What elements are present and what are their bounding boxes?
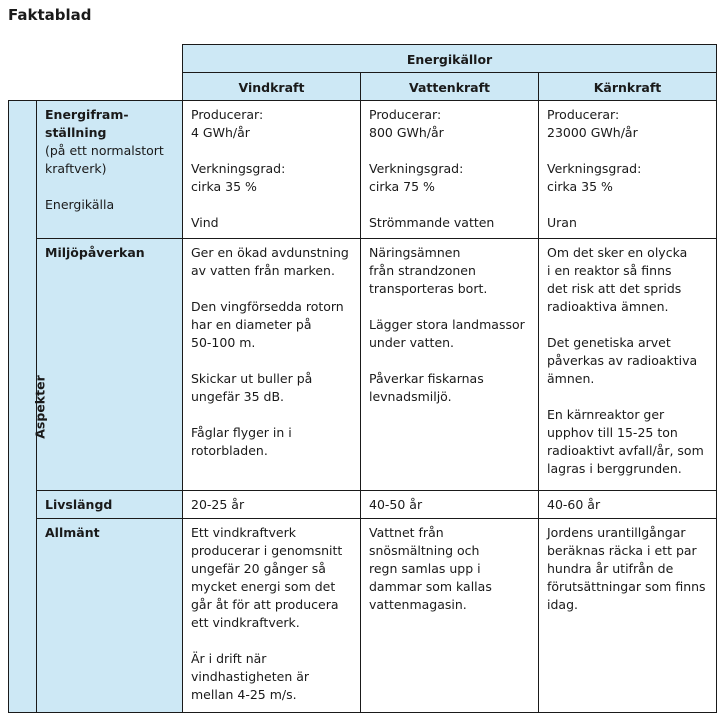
cell-wind-energy — [183, 101, 361, 239]
efficiency-value: cirka 75 % — [369, 179, 435, 194]
paragraph-line: regn samlas upp i — [369, 561, 481, 576]
paragraph-line: 50-100 m. — [191, 335, 256, 350]
paragraph-line: ämnen. — [547, 371, 595, 386]
aspect-environment: Miljöpåverkan — [37, 239, 183, 491]
paragraph-line: påverkas av radioaktiva — [547, 353, 698, 368]
paragraph-line: vattenmagasin. — [369, 597, 467, 612]
cell-nuclear-general — [539, 519, 717, 713]
efficiency-label: Verkningsgrad: — [191, 161, 286, 176]
paragraph-line: transporteras bort. — [369, 281, 488, 296]
energy-source-value: Vind — [191, 215, 219, 230]
aspect-general: Allmänt — [37, 519, 183, 713]
paragraph-line: av vatten från marken. — [191, 263, 335, 278]
efficiency-value: cirka 35 % — [191, 179, 257, 194]
paragraph-line: Vattnet från — [369, 525, 444, 540]
paragraph-line: går åt för att producera — [191, 597, 339, 612]
paragraph-line: Det genetiska arvet — [547, 335, 671, 350]
paragraph-line: mellan 4-25 m/s. — [191, 687, 297, 702]
aspect-lifetime: Livslängd — [37, 491, 183, 519]
paragraph-line: mycket energi som det — [191, 579, 336, 594]
paragraph-line: lagras i berggrunden. — [547, 461, 682, 476]
production-label: Producerar: — [547, 107, 620, 122]
header-nuclear: Kärnkraft — [539, 73, 717, 101]
paragraph-line: Skickar ut buller på — [191, 371, 313, 386]
paragraph-line: under vatten. — [369, 335, 455, 350]
empty-corner — [9, 45, 183, 73]
energy-source-value: Strömmande vatten — [369, 215, 495, 230]
cell-water-environment — [361, 239, 539, 491]
cell-nuclear-energy — [539, 101, 717, 239]
paragraph-line: idag. — [547, 597, 578, 612]
paragraph-line: snösmältning och — [369, 543, 480, 558]
paragraph-line: Ett vindkraftverk — [191, 525, 296, 540]
cell-nuclear-environment — [539, 239, 717, 491]
paragraph-line: Lägger stora landmassor — [369, 317, 525, 332]
paragraph-line: i en reaktor så finns — [547, 263, 672, 278]
cell-water-lifetime: 40-50 år — [361, 491, 539, 519]
header-energy-sources: Energikällor — [183, 45, 717, 73]
paragraph-line: hundra år utifrån de — [547, 561, 674, 576]
paragraph-line: Påverkar fiskarnas — [369, 371, 484, 386]
cell-wind-general — [183, 519, 361, 713]
paragraph-line: rotorbladen. — [191, 443, 268, 458]
paragraph-line: ett vindkraftverk. — [191, 615, 300, 630]
paragraph-line: det risk att det sprids — [547, 281, 682, 296]
paragraph-line: producerar i genomsnitt — [191, 543, 343, 558]
aspect-title-line: ställning — [45, 125, 107, 140]
paragraph-line: beräknas räcka i ett par — [547, 543, 697, 558]
production-label: Producerar: — [191, 107, 264, 122]
paragraph-line: En kärnreaktor ger — [547, 407, 665, 422]
paragraph-line: har en diameter på — [191, 317, 312, 332]
cell-wind-lifetime: 20-25 år — [183, 491, 361, 519]
paragraph-line: dammar som kallas — [369, 579, 492, 594]
paragraph-line: radioaktiva ämnen. — [547, 299, 669, 314]
empty-corner-2 — [9, 73, 183, 101]
aspect-title-line: Energifram- — [45, 107, 129, 122]
paragraph-line: Fåglar flyger in i — [191, 425, 292, 440]
production-value: 23000 GWh/år — [547, 125, 638, 140]
efficiency-label: Verkningsgrad: — [369, 161, 464, 176]
paragraph-line: ungefär 35 dB. — [191, 389, 285, 404]
efficiency-value: cirka 35 % — [547, 179, 613, 194]
cell-water-energy — [361, 101, 539, 239]
paragraph-line: Är i drift när — [191, 651, 267, 666]
aspects-side-label — [9, 101, 48, 713]
aspect-source-label: Energikälla — [45, 197, 115, 212]
page-title: Faktablad — [8, 6, 92, 24]
paragraph-line: från strandzonen — [369, 263, 476, 278]
paragraph-line: radioaktivt avfall/år, som — [547, 443, 704, 458]
paragraph-line: ungefär 20 gånger så — [191, 561, 326, 576]
paragraph-line: Jordens urantillgångar — [547, 525, 686, 540]
efficiency-label: Verkningsgrad: — [547, 161, 642, 176]
cell-water-general — [361, 519, 539, 713]
cell-wind-environment — [183, 239, 361, 491]
paragraph-line: Om det sker en olycka — [547, 245, 688, 260]
header-water: Vattenkraft — [361, 73, 539, 101]
header-wind: Vindkraft — [183, 73, 361, 101]
production-label: Producerar: — [369, 107, 442, 122]
paragraph-line: förutsättningar som finns — [547, 579, 706, 594]
paragraph-line: Ger en ökad avdunstning — [191, 245, 349, 260]
paragraph-line: levnadsmiljö. — [369, 389, 452, 404]
production-value: 4 GWh/år — [191, 125, 250, 140]
energy-source-value: Uran — [547, 215, 577, 230]
paragraph-line: Näringsämnen — [369, 245, 461, 260]
paragraph-line: upphov till 15-25 ton — [547, 425, 678, 440]
production-value: 800 GWh/år — [369, 125, 444, 140]
paragraph-line: Den vingförsedda rotorn — [191, 299, 344, 314]
paragraph-line: vindhastigheten är — [191, 669, 310, 684]
aspect-energy-production — [37, 101, 183, 239]
aspect-sub-line: kraftverk) — [45, 161, 107, 176]
cell-nuclear-lifetime: 40-60 år — [539, 491, 717, 519]
aspects-label-text: Aspekter — [32, 374, 48, 439]
fact-table — [8, 44, 717, 713]
aspect-sub-line: (på ett normalstort — [45, 143, 164, 158]
